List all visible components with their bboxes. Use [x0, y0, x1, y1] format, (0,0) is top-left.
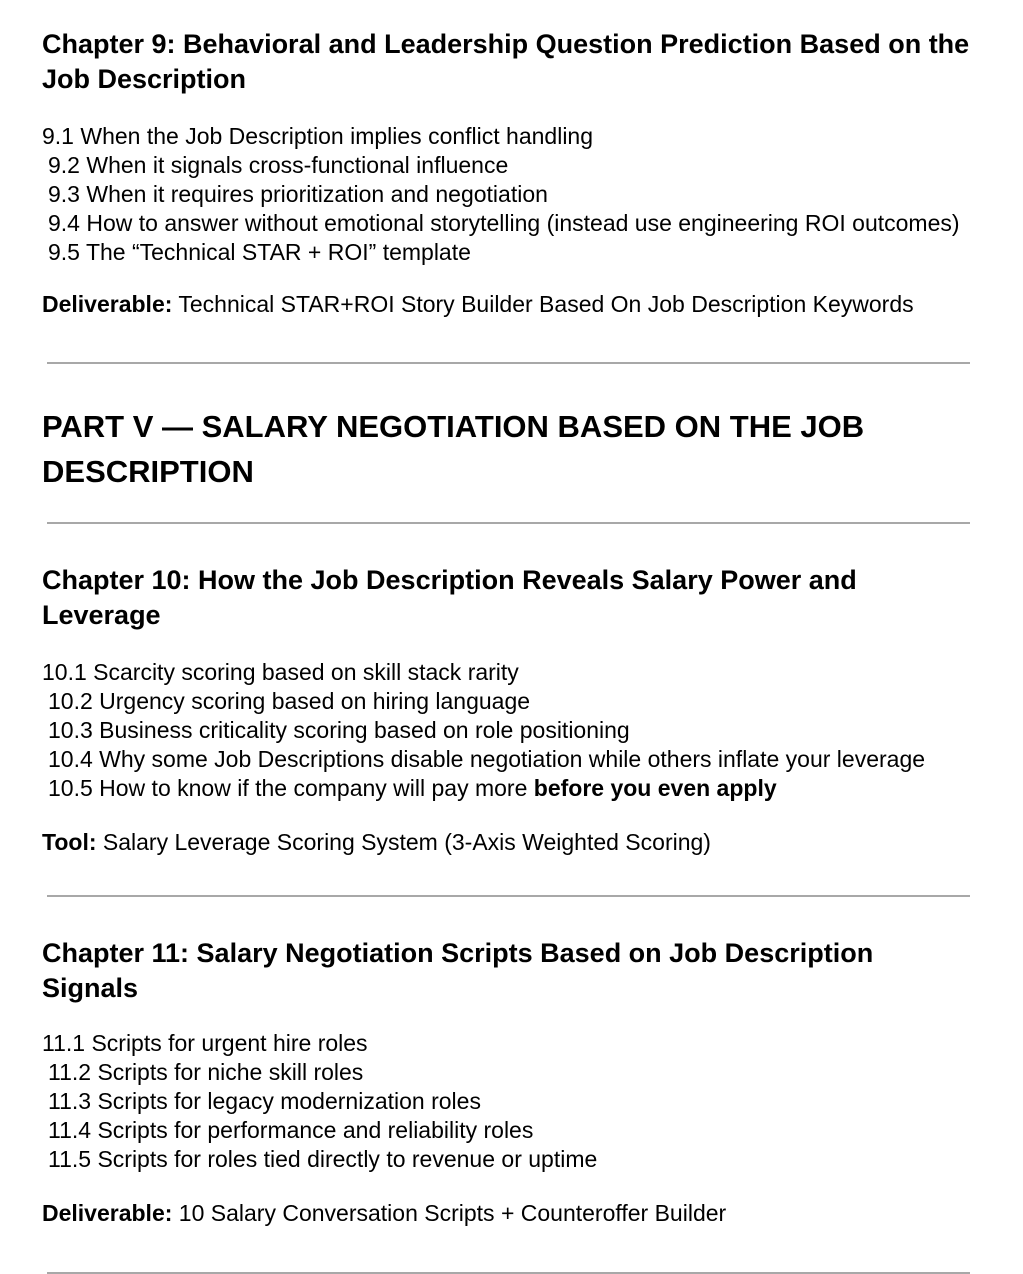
list-item: 11.3 Scripts for legacy modernization roles — [48, 1088, 481, 1114]
list-item: 11.2 Scripts for niche skill roles — [48, 1059, 364, 1085]
chapter-11-item-list — [42, 1029, 970, 1174]
tool-label: Tool: — [42, 829, 97, 855]
chapter-9-item-list — [42, 122, 970, 267]
chapter-10-tool — [42, 828, 970, 857]
deliverable-label: Deliverable: — [42, 1200, 173, 1226]
chapter-9-heading: Chapter 9: Behavioral and Leadership Question Prediction Based on the Job Description — [42, 29, 970, 94]
list-item-bold-text: before you even apply — [533, 775, 777, 801]
deliverable-label: Deliverable: — [42, 291, 173, 317]
chapter-9-deliverable — [42, 290, 970, 319]
deliverable-text: Technical STAR+ROI Story Builder Based On Job Description Keywords — [172, 291, 914, 317]
list-item: 9.2 When it signals cross-functional influence — [48, 152, 509, 178]
section-divider — [47, 362, 970, 364]
list-item: 10.3 Business criticality scoring based on role positioning — [48, 717, 630, 743]
list-item: 9.1 When the Job Description implies conflict handling — [42, 123, 594, 149]
list-item — [42, 774, 970, 803]
chapter-10-heading: Chapter 10: How the Job Description Reveals Salary Power and Leverage — [42, 565, 857, 630]
chapter-11-deliverable — [42, 1199, 970, 1228]
list-item-text: 10.5 How to know if the company will pay more — [48, 775, 534, 801]
list-item: 10.4 Why some Job Descriptions disable negotiation while others inflate your leverage — [48, 746, 926, 772]
list-item: 9.3 When it requires prioritization and negotiation — [48, 181, 548, 207]
list-item: 9.5 The “Technical STAR + ROI” template — [48, 239, 471, 265]
part-5-heading: PART V — SALARY NEGOTIATION BASED ON THE JOB DESCRIPTION — [42, 409, 865, 489]
chapter-10-item-list — [42, 658, 970, 803]
tool-text: Salary Leverage Scoring System (3-Axis Weighted Scoring) — [96, 829, 711, 855]
section-divider — [47, 522, 970, 524]
list-item: 11.5 Scripts for roles tied directly to revenue or uptime — [48, 1146, 598, 1172]
list-item: 10.2 Urgency scoring based on hiring language — [48, 688, 531, 714]
list-item: 11.1 Scripts for urgent hire roles — [42, 1030, 368, 1056]
list-item: 10.1 Scarcity scoring based on skill stack rarity — [42, 659, 519, 685]
deliverable-text: 10 Salary Conversation Scripts + Counteroffer Builder — [172, 1200, 727, 1226]
list-item: 11.4 Scripts for performance and reliability roles — [48, 1117, 534, 1143]
section-divider — [47, 895, 970, 897]
list-item: 9.4 How to answer without emotional storytelling (instead use engineering ROI outcomes) — [48, 210, 960, 236]
chapter-11-heading: Chapter 11: Salary Negotiation Scripts Based on Job Description Signals — [42, 938, 874, 1003]
